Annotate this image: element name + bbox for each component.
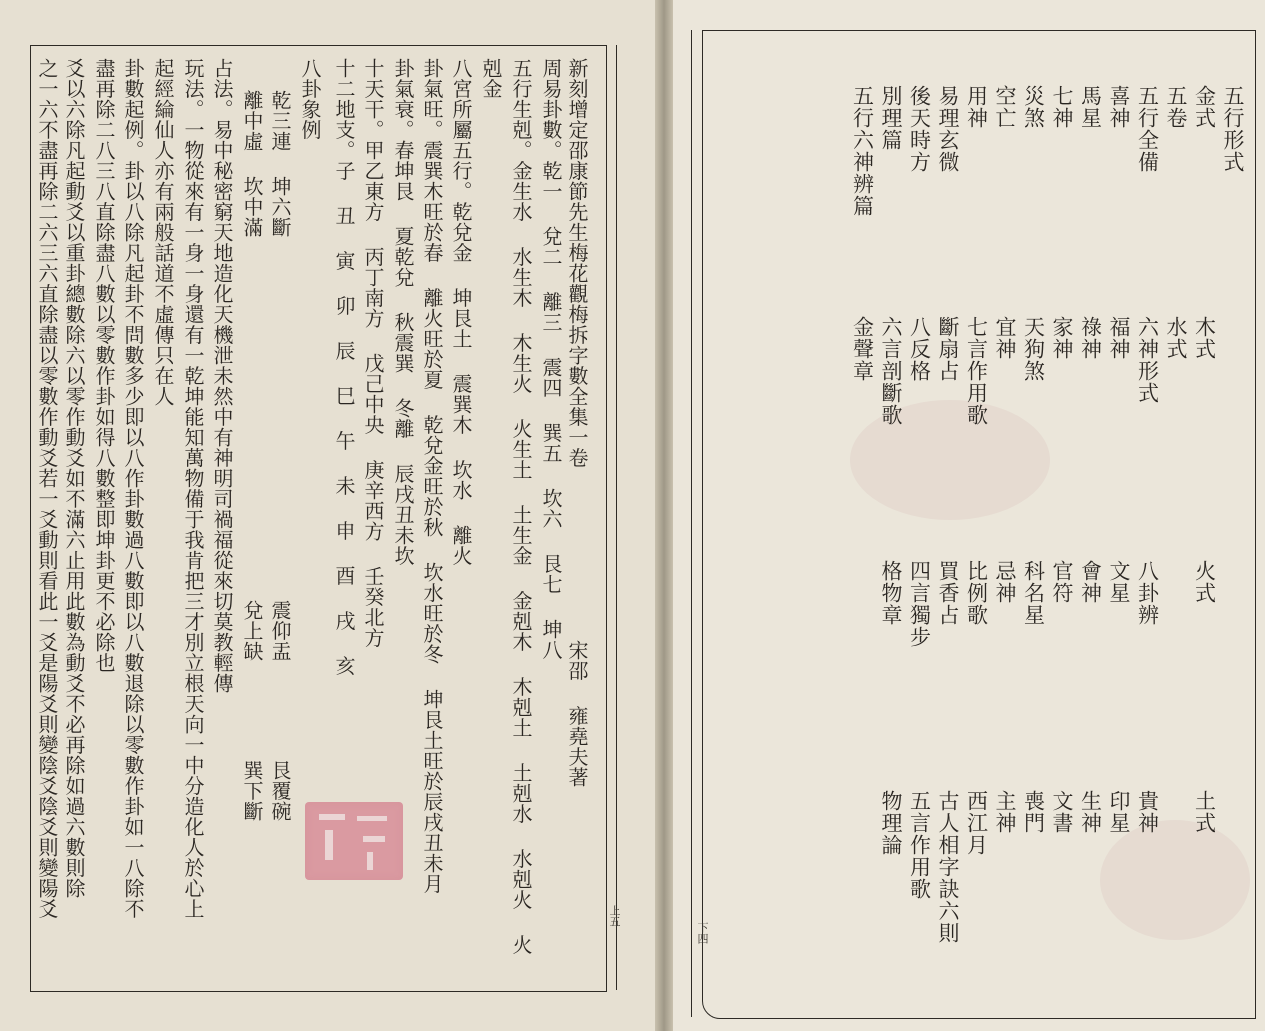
- toc-entry: 用神: [964, 85, 989, 129]
- toc-entry: 買香占: [936, 560, 960, 626]
- text-column: 八宮所屬五行。乾兌金 坤艮土 震巽木 坎水 離火: [449, 58, 473, 566]
- toc-entry: 主神: [993, 790, 1017, 834]
- toc-entry: 後天時方: [907, 85, 932, 173]
- author-line: 宋邵 雍堯夫著: [565, 640, 589, 788]
- toc-entry: 物理論: [879, 790, 903, 856]
- toc-entry: 文星: [1107, 560, 1131, 604]
- toc-entry: 八反格: [907, 316, 932, 382]
- toc-entry: 天狗煞: [1021, 316, 1046, 382]
- toc-entry: 五言作用歌: [907, 790, 932, 900]
- right-margin-line: [691, 30, 692, 1017]
- toc-entry: 五行形式: [1221, 85, 1245, 173]
- toc-entry: 別理篇: [879, 85, 903, 151]
- toc-entry: 忌神: [993, 560, 1017, 604]
- red-seal-stamp: [305, 802, 403, 880]
- text-column: 卦氣旺。震巽木旺於春 離火旺於夏 乾兌金旺於秋 坎水旺於冬 坤艮土旺於辰戌丑未月: [420, 58, 444, 894]
- trigram-note: 艮覆碗: [268, 760, 292, 822]
- text-column: 占法。易中秘密窮天地造化天機泄未然中有神明司禍福從來切莫教輕傳: [210, 58, 234, 694]
- toc-entry: 火式: [1192, 560, 1217, 604]
- text-column: 周易卦數。乾一 兌二 離三 震四 巽五 坎六 艮七 坤八: [539, 58, 563, 660]
- toc-entry: 空亡: [993, 85, 1017, 129]
- text-column: 玩法。一物從來有一身一身還有一乾坤能知萬物備于我肯把三才別立根天向一中分造化人於心上: [181, 58, 205, 919]
- text-column: 卦數起例。卦以八除凡起卦不問數多少即以八作卦數過八數即以八數退除以零數作卦如一八除不: [121, 58, 145, 919]
- toc-entry: 印星: [1107, 790, 1131, 834]
- toc-entry: 官符: [1050, 560, 1074, 604]
- text-column: 十二地支。子 丑 寅 卯 辰 巳 午 未 申 酉 戌 亥: [332, 58, 356, 676]
- toc-entry: 五行六神辨篇: [850, 85, 875, 217]
- text-column: 剋金: [479, 58, 503, 99]
- toc-entry: 六神形式: [1135, 316, 1160, 404]
- toc-entry: 六言剖斷歌: [879, 316, 903, 426]
- toc-entry: 古人相字訣六則: [936, 790, 960, 944]
- book-gutter: [655, 0, 673, 1031]
- toc-entry: 喪門: [1021, 790, 1046, 834]
- trigram-note: 震仰盂: [268, 600, 292, 662]
- text-column: 十天干。甲乙東方 丙丁南方 戊己中央 庚辛西方 壬癸北方: [361, 58, 385, 648]
- toc-entry: 五行全備: [1135, 85, 1160, 173]
- toc-entry: 祿神: [1078, 316, 1103, 360]
- toc-entry: 比例歌: [964, 560, 989, 626]
- toc-entry: 宜神: [993, 316, 1017, 360]
- stain: [1100, 820, 1250, 940]
- text-column: 五行生剋。金生水 水生木 木生火 火生土 土生金 金剋木 木剋土 土剋水 水剋火 火: [509, 58, 533, 955]
- toc-entry: 科名星: [1021, 560, 1046, 626]
- toc-entry: 家神: [1050, 316, 1074, 360]
- toc-entry: 八卦辨: [1135, 560, 1160, 626]
- toc-entry: 七言作用歌: [964, 316, 989, 426]
- toc-entry: 五卷: [1164, 85, 1188, 129]
- text-column: 起經綸仙人亦有兩般話道不虛傳只在人: [151, 58, 175, 407]
- toc-entry: 金聲章: [850, 316, 875, 382]
- toc-entry: 馬星: [1078, 85, 1103, 129]
- toc-entry: 斷扇占: [936, 316, 960, 382]
- toc-entry: 土式: [1192, 790, 1217, 834]
- toc-entry: 生神: [1078, 790, 1103, 834]
- trigram-column: 乾三連 坤六斷: [268, 90, 292, 238]
- trigram-column: 離中虛 坎中滿: [240, 90, 264, 238]
- trigram-note: 兌上缺: [240, 600, 264, 662]
- toc-entry: 福神: [1107, 316, 1131, 360]
- toc-entry: 木式: [1192, 316, 1217, 360]
- toc-entry: 易理玄微: [936, 85, 960, 173]
- book-title-column: 新刻增定邵康節先生梅花觀梅拆字數全集一卷: [565, 58, 589, 468]
- toc-entry: 七神: [1050, 85, 1074, 129]
- toc-entry: 金式: [1192, 85, 1217, 129]
- trigram-note: 巽下斷: [240, 760, 264, 822]
- toc-entry: 四言獨步: [907, 560, 932, 648]
- toc-entry: 貴神: [1135, 790, 1160, 834]
- text-column: 卦氣衰。春坤艮 夏乾兌 秋震巽 冬離 辰戌丑未坎: [391, 58, 415, 566]
- toc-entry: 會神: [1078, 560, 1103, 604]
- folio-number: 上五: [608, 905, 621, 927]
- text-column: 之一六不盡再除二六三六直除盡以零數作動爻若一爻動則看此一爻是陽爻則變陰爻陰爻則變陽爻: [35, 58, 59, 919]
- text-column: 盡再除二八三八直除盡八數以零數作卦如得八數整即坤卦更不必除也: [92, 58, 116, 673]
- toc-entry: 水式: [1164, 316, 1188, 360]
- folio-number: 下四: [696, 922, 709, 944]
- toc-entry: 格物章: [879, 560, 903, 626]
- text-column: 爻以六除凡起動爻以重卦總數除六以零作動爻如不滿六止用此數為動爻不必再除如過六數則除: [62, 58, 86, 899]
- left-margin-line: [616, 45, 617, 990]
- toc-entry: 文書: [1050, 790, 1074, 834]
- toc-entry: 喜神: [1107, 85, 1131, 129]
- section-heading: 八卦象例: [298, 58, 322, 140]
- toc-entry: 西江月: [964, 790, 989, 856]
- toc-entry: 災煞: [1021, 85, 1046, 129]
